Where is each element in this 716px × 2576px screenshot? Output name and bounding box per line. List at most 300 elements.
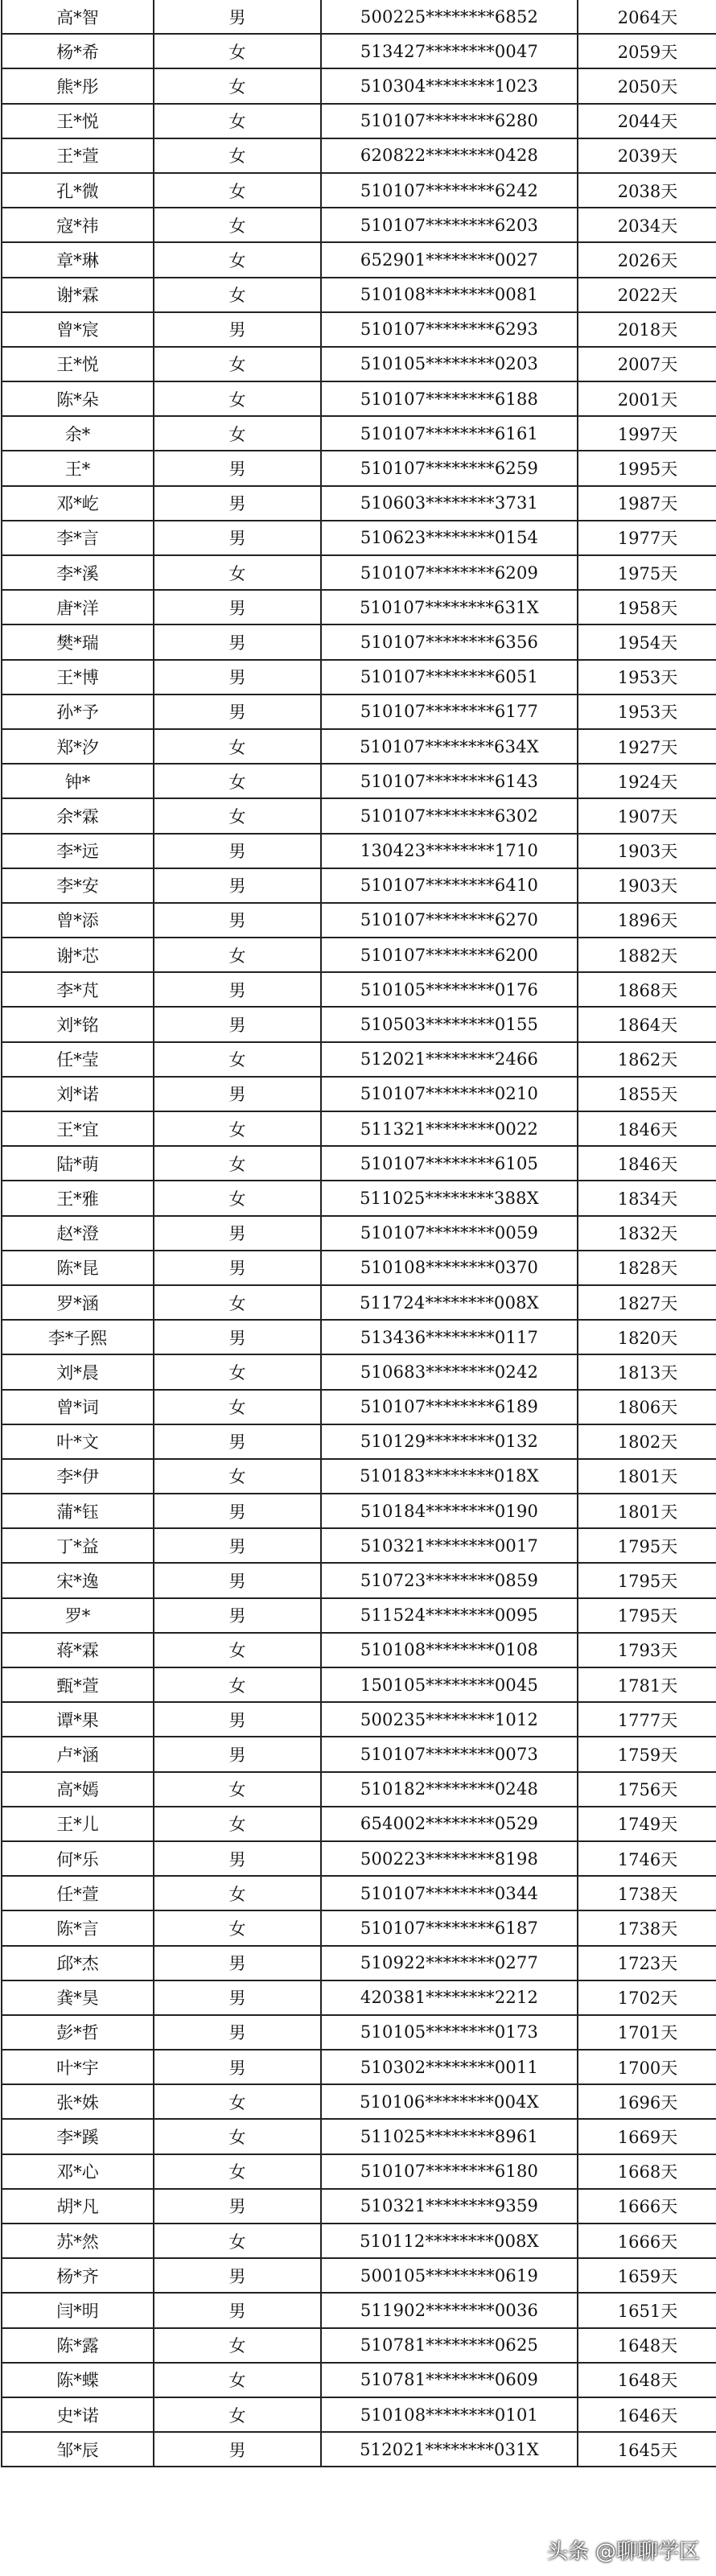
name-cell: 余*霖 (2, 798, 154, 833)
table-row (2, 1459, 716, 1494)
id-number-cell: 513427********0047 (321, 34, 578, 68)
name-cell: 赵*澄 (2, 1216, 154, 1251)
table-row (2, 1598, 716, 1633)
name-cell: 蒲*钰 (2, 1494, 154, 1528)
name-cell: 章*琳 (2, 242, 154, 277)
days-cell: 2064天 (578, 0, 716, 34)
gender-cell: 女 (154, 938, 321, 972)
table-row (2, 2119, 716, 2154)
gender-cell: 男 (154, 1702, 321, 1737)
gender-cell: 女 (154, 1459, 321, 1494)
days-cell: 1702天 (578, 1980, 716, 2015)
gender-cell: 女 (154, 2224, 321, 2258)
days-cell: 1953天 (578, 694, 716, 729)
name-cell: 谢*霖 (2, 278, 154, 312)
days-cell: 1795天 (578, 1598, 716, 1633)
id-number-cell: 510503********0155 (321, 1007, 578, 1041)
name-cell: 宋*逸 (2, 1563, 154, 1597)
gender-cell: 女 (154, 347, 321, 381)
name-cell: 丁*益 (2, 1528, 154, 1563)
name-cell: 卢*涵 (2, 1737, 154, 1771)
name-cell: 曾*添 (2, 903, 154, 938)
table-row (2, 486, 716, 521)
gender-cell: 男 (154, 1737, 321, 1771)
days-cell: 1907天 (578, 798, 716, 833)
days-cell: 1995天 (578, 451, 716, 485)
table-row (2, 764, 716, 798)
watermark (518, 2535, 700, 2565)
gender-cell: 女 (154, 2363, 321, 2397)
table-row (2, 1251, 716, 1285)
name-cell: 任*莹 (2, 1042, 154, 1077)
table-row (2, 1980, 716, 2015)
gender-cell: 女 (154, 1146, 321, 1181)
gender-cell: 男 (154, 903, 321, 938)
gender-cell: 男 (154, 1424, 321, 1459)
gender-cell: 女 (154, 729, 321, 764)
days-cell: 1669天 (578, 2119, 716, 2154)
gender-cell: 女 (154, 2084, 321, 2119)
table-row (2, 2084, 716, 2119)
table-row (2, 1424, 716, 1459)
name-cell: 曾*词 (2, 1390, 154, 1424)
id-number-cell: 510107********6270 (321, 903, 578, 938)
days-cell: 1700天 (578, 2050, 716, 2084)
days-cell: 2026天 (578, 242, 716, 277)
days-cell: 1846天 (578, 1146, 716, 1181)
name-cell: 李*远 (2, 834, 154, 868)
days-cell: 1723天 (578, 1946, 716, 1980)
name-cell: 孔*微 (2, 173, 154, 208)
gender-cell: 女 (154, 104, 321, 138)
id-number-cell: 510107********0073 (321, 1737, 578, 1771)
gender-cell: 女 (154, 208, 321, 242)
days-cell: 1749天 (578, 1807, 716, 1841)
table-row (2, 2432, 716, 2467)
id-number-cell: 130423********1710 (321, 834, 578, 868)
table-row (2, 2015, 716, 2050)
id-number-cell: 510723********0859 (321, 1563, 578, 1597)
id-number-cell: 150105********0045 (321, 1667, 578, 1702)
days-cell: 1777天 (578, 1702, 716, 1737)
gender-cell: 女 (154, 1910, 321, 1945)
table-row (2, 798, 716, 833)
name-cell: 陈*言 (2, 1910, 154, 1945)
gender-cell: 男 (154, 1251, 321, 1285)
table-row (2, 1111, 716, 1146)
table-row (2, 416, 716, 451)
days-cell: 1954天 (578, 624, 716, 659)
table-row (2, 2293, 716, 2327)
gender-cell: 女 (154, 1667, 321, 1702)
days-cell: 1827天 (578, 1285, 716, 1320)
name-cell: 李*言 (2, 521, 154, 555)
gender-cell: 女 (154, 2154, 321, 2189)
name-cell: 谢*芯 (2, 938, 154, 972)
table-row (2, 521, 716, 555)
gender-cell: 女 (154, 34, 321, 68)
id-number-cell: 510107********6410 (321, 868, 578, 903)
table-row (2, 1633, 716, 1667)
gender-cell: 女 (154, 1111, 321, 1146)
id-number-cell: 510304********1023 (321, 68, 578, 103)
gender-cell: 男 (154, 1598, 321, 1633)
table-row (2, 2154, 716, 2189)
table-row (2, 451, 716, 485)
table-row (2, 1946, 716, 1980)
name-cell: 谭*果 (2, 1702, 154, 1737)
name-cell: 李*伊 (2, 1459, 154, 1494)
id-number-cell: 510321********9359 (321, 2189, 578, 2224)
gender-cell: 男 (154, 624, 321, 659)
table-row (2, 1042, 716, 1077)
gender-cell: 男 (154, 2189, 321, 2224)
days-cell: 2039天 (578, 138, 716, 173)
id-number-cell: 510321********0017 (321, 1528, 578, 1563)
gender-cell: 女 (154, 1807, 321, 1841)
id-number-cell: 510302********0011 (321, 2050, 578, 2084)
id-number-cell: 654002********0529 (321, 1807, 578, 1841)
table-row (2, 1494, 716, 1528)
name-cell: 陈*昆 (2, 1251, 154, 1285)
name-cell: 曾*宸 (2, 312, 154, 347)
days-cell: 1834天 (578, 1181, 716, 1215)
table-row (2, 2050, 716, 2084)
name-cell: 唐*洋 (2, 590, 154, 624)
name-cell: 余* (2, 416, 154, 451)
gender-cell: 女 (154, 2328, 321, 2363)
gender-cell: 男 (154, 834, 321, 868)
name-cell: 王*悦 (2, 104, 154, 138)
name-cell: 罗*涵 (2, 1285, 154, 1320)
id-number-cell: 511902********0036 (321, 2293, 578, 2327)
table-row (2, 1354, 716, 1389)
days-cell: 1795天 (578, 1563, 716, 1597)
days-cell: 2034天 (578, 208, 716, 242)
days-cell: 1977天 (578, 521, 716, 555)
gender-cell: 男 (154, 1563, 321, 1597)
days-cell: 1666天 (578, 2189, 716, 2224)
id-number-cell: 510107********0344 (321, 1876, 578, 1910)
table-row (2, 173, 716, 208)
table-row (2, 2328, 716, 2363)
table-row (2, 68, 716, 103)
table-row (2, 660, 716, 694)
days-cell: 1958天 (578, 590, 716, 624)
days-cell: 1696天 (578, 2084, 716, 2119)
name-cell: 彭*哲 (2, 2015, 154, 2050)
name-cell: 任*萱 (2, 1876, 154, 1910)
name-cell: 郑*汐 (2, 729, 154, 764)
id-number-cell: 510107********6242 (321, 173, 578, 208)
days-cell: 1896天 (578, 903, 716, 938)
name-cell: 邓*心 (2, 2154, 154, 2189)
id-number-cell: 510781********0609 (321, 2363, 578, 2397)
gender-cell: 男 (154, 1528, 321, 1563)
id-number-cell: 510683********0242 (321, 1354, 578, 1389)
days-cell: 2018天 (578, 312, 716, 347)
table-row (2, 1841, 716, 1876)
gender-cell: 男 (154, 2432, 321, 2467)
name-cell: 王*萱 (2, 138, 154, 173)
id-number-cell: 500235********1012 (321, 1702, 578, 1737)
id-number-cell: 510107********634X (321, 729, 578, 764)
table-row (2, 1077, 716, 1111)
days-cell: 1801天 (578, 1494, 716, 1528)
days-cell: 1646天 (578, 2397, 716, 2432)
gender-cell: 女 (154, 1876, 321, 1910)
name-cell: 熊*彤 (2, 68, 154, 103)
table-row (2, 104, 716, 138)
days-cell: 2001天 (578, 381, 716, 416)
name-cell: 叶*文 (2, 1424, 154, 1459)
gender-cell: 男 (154, 312, 321, 347)
table-row (2, 278, 716, 312)
name-cell: 李*子熙 (2, 1320, 154, 1354)
days-cell: 2059天 (578, 34, 716, 68)
id-number-cell: 510781********0625 (321, 2328, 578, 2363)
days-cell: 1987天 (578, 486, 716, 521)
days-cell: 1882天 (578, 938, 716, 972)
name-cell: 罗* (2, 1598, 154, 1633)
days-cell: 1868天 (578, 972, 716, 1007)
id-number-cell: 510107********6051 (321, 660, 578, 694)
gender-cell: 女 (154, 1354, 321, 1389)
id-number-cell: 510107********6177 (321, 694, 578, 729)
days-cell: 1668天 (578, 2154, 716, 2189)
table-row (2, 555, 716, 590)
gender-cell: 男 (154, 868, 321, 903)
id-number-cell: 510112********008X (321, 2224, 578, 2258)
name-cell: 杨*希 (2, 34, 154, 68)
gender-cell: 女 (154, 1042, 321, 1077)
id-number-cell: 510107********6161 (321, 416, 578, 451)
days-cell: 1864天 (578, 1007, 716, 1041)
id-number-cell: 510106********004X (321, 2084, 578, 2119)
name-cell: 李*溪 (2, 555, 154, 590)
gender-cell: 男 (154, 1077, 321, 1111)
days-cell: 1666天 (578, 2224, 716, 2258)
name-cell: 胡*凡 (2, 2189, 154, 2224)
days-cell: 1651天 (578, 2293, 716, 2327)
table-row (2, 1772, 716, 1807)
gender-cell: 男 (154, 2050, 321, 2084)
table-row (2, 208, 716, 242)
gender-cell: 女 (154, 242, 321, 277)
table-row (2, 938, 716, 972)
id-number-cell: 510107********6200 (321, 938, 578, 972)
name-cell: 寇*祎 (2, 208, 154, 242)
id-number-cell: 510107********6187 (321, 1910, 578, 1945)
id-number-cell: 512021********2466 (321, 1042, 578, 1077)
gender-cell: 女 (154, 138, 321, 173)
table-row (2, 729, 716, 764)
days-cell: 2050天 (578, 68, 716, 103)
student-table-body (2, 0, 716, 2467)
table-row (2, 1146, 716, 1181)
table-row (2, 1390, 716, 1424)
gender-cell: 女 (154, 1633, 321, 1667)
days-cell: 1746天 (578, 1841, 716, 1876)
days-cell: 1759天 (578, 1737, 716, 1771)
name-cell: 王*雅 (2, 1181, 154, 1215)
days-cell: 1648天 (578, 2363, 716, 2397)
name-cell: 邹*辰 (2, 2432, 154, 2467)
id-number-cell: 510183********018X (321, 1459, 578, 1494)
name-cell: 张*姝 (2, 2084, 154, 2119)
days-cell: 1855天 (578, 1077, 716, 1111)
name-cell: 何*乐 (2, 1841, 154, 1876)
gender-cell: 男 (154, 2258, 321, 2293)
id-number-cell: 510107********6209 (321, 555, 578, 590)
gender-cell: 男 (154, 521, 321, 555)
name-cell: 王*宜 (2, 1111, 154, 1146)
name-cell: 王* (2, 451, 154, 485)
id-number-cell: 510105********0176 (321, 972, 578, 1007)
name-cell: 杨*齐 (2, 2258, 154, 2293)
id-number-cell: 510107********6280 (321, 104, 578, 138)
gender-cell: 男 (154, 2293, 321, 2327)
id-number-cell: 511025********8961 (321, 2119, 578, 2154)
table-row (2, 1216, 716, 1251)
name-cell: 刘*晨 (2, 1354, 154, 1389)
name-cell: 钟* (2, 764, 154, 798)
days-cell: 1903天 (578, 834, 716, 868)
name-cell: 李*蹊 (2, 2119, 154, 2154)
table-row (2, 2189, 716, 2224)
days-cell: 1756天 (578, 1772, 716, 1807)
gender-cell: 男 (154, 1980, 321, 2015)
gender-cell: 男 (154, 1841, 321, 1876)
name-cell: 邱*杰 (2, 1946, 154, 1980)
gender-cell: 男 (154, 1320, 321, 1354)
name-cell: 陈*蝶 (2, 2363, 154, 2397)
days-cell: 1701天 (578, 2015, 716, 2050)
name-cell: 王*悦 (2, 347, 154, 381)
name-cell: 王*儿 (2, 1807, 154, 1841)
gender-cell: 男 (154, 486, 321, 521)
name-cell: 刘*铭 (2, 1007, 154, 1041)
gender-cell: 女 (154, 381, 321, 416)
table-row (2, 1181, 716, 1215)
table-row (2, 242, 716, 277)
name-cell: 叶*宇 (2, 2050, 154, 2084)
table-row (2, 381, 716, 416)
table-row (2, 312, 716, 347)
gender-cell: 男 (154, 2015, 321, 2050)
id-number-cell: 511724********008X (321, 1285, 578, 1320)
gender-cell: 男 (154, 590, 321, 624)
id-number-cell: 510105********0173 (321, 2015, 578, 2050)
id-number-cell: 510107********631X (321, 590, 578, 624)
gender-cell: 男 (154, 972, 321, 1007)
name-cell: 李*安 (2, 868, 154, 903)
id-number-cell: 510922********0277 (321, 1946, 578, 1980)
gender-cell: 女 (154, 1181, 321, 1215)
gender-cell: 女 (154, 2119, 321, 2154)
id-number-cell: 510107********6143 (321, 764, 578, 798)
table-row (2, 34, 716, 68)
gender-cell: 女 (154, 2397, 321, 2432)
id-number-cell: 652901********0027 (321, 242, 578, 277)
gender-cell: 男 (154, 1946, 321, 1980)
id-number-cell: 510603********3731 (321, 486, 578, 521)
days-cell: 2038天 (578, 173, 716, 208)
gender-cell: 男 (154, 451, 321, 485)
id-number-cell: 510108********0101 (321, 2397, 578, 2432)
gender-cell: 男 (154, 0, 321, 34)
gender-cell: 女 (154, 68, 321, 103)
days-cell: 1738天 (578, 1910, 716, 1945)
gender-cell: 女 (154, 416, 321, 451)
table-row (2, 834, 716, 868)
gender-cell: 男 (154, 694, 321, 729)
table-row (2, 624, 716, 659)
table-row (2, 2258, 716, 2293)
table-row (2, 1737, 716, 1771)
name-cell: 闫*明 (2, 2293, 154, 2327)
id-number-cell: 510623********0154 (321, 521, 578, 555)
id-number-cell: 510107********6356 (321, 624, 578, 659)
gender-cell: 女 (154, 764, 321, 798)
table-row (2, 1320, 716, 1354)
id-number-cell: 511321********0022 (321, 1111, 578, 1146)
id-number-cell: 620822********0428 (321, 138, 578, 173)
watermark-text: 头条 @聊聊学区 (546, 2540, 700, 2564)
name-cell: 陈*露 (2, 2328, 154, 2363)
days-cell: 1903天 (578, 868, 716, 903)
name-cell: 陈*朵 (2, 381, 154, 416)
days-cell: 1738天 (578, 1876, 716, 1910)
id-number-cell: 510107********6203 (321, 208, 578, 242)
days-cell: 2044天 (578, 104, 716, 138)
id-number-cell: 513436********0117 (321, 1320, 578, 1354)
gender-cell: 女 (154, 278, 321, 312)
name-cell: 龚*昊 (2, 1980, 154, 2015)
student-table (1, 0, 716, 2467)
days-cell: 1806天 (578, 1390, 716, 1424)
gender-cell: 男 (154, 1007, 321, 1041)
id-number-cell: 510107********0210 (321, 1077, 578, 1111)
id-number-cell: 420381********2212 (321, 1980, 578, 2015)
name-cell: 李*芃 (2, 972, 154, 1007)
id-number-cell: 510107********6105 (321, 1146, 578, 1181)
days-cell: 2007天 (578, 347, 716, 381)
gender-cell: 女 (154, 1390, 321, 1424)
table-row (2, 903, 716, 938)
id-number-cell: 510182********0248 (321, 1772, 578, 1807)
gender-cell: 女 (154, 1772, 321, 1807)
id-number-cell: 510129********0132 (321, 1424, 578, 1459)
days-cell: 1802天 (578, 1424, 716, 1459)
name-cell: 蒋*霖 (2, 1633, 154, 1667)
table-row (2, 1667, 716, 1702)
name-cell: 刘*诺 (2, 1077, 154, 1111)
days-cell: 2022天 (578, 278, 716, 312)
name-cell: 甄*萱 (2, 1667, 154, 1702)
table-row (2, 868, 716, 903)
table-row (2, 1807, 716, 1841)
name-cell: 史*诺 (2, 2397, 154, 2432)
id-number-cell: 510107********6293 (321, 312, 578, 347)
id-number-cell: 510107********6188 (321, 381, 578, 416)
gender-cell: 男 (154, 660, 321, 694)
days-cell: 1997天 (578, 416, 716, 451)
days-cell: 1846天 (578, 1111, 716, 1146)
gender-cell: 女 (154, 555, 321, 590)
days-cell: 1975天 (578, 555, 716, 590)
id-number-cell: 511524********0095 (321, 1598, 578, 1633)
